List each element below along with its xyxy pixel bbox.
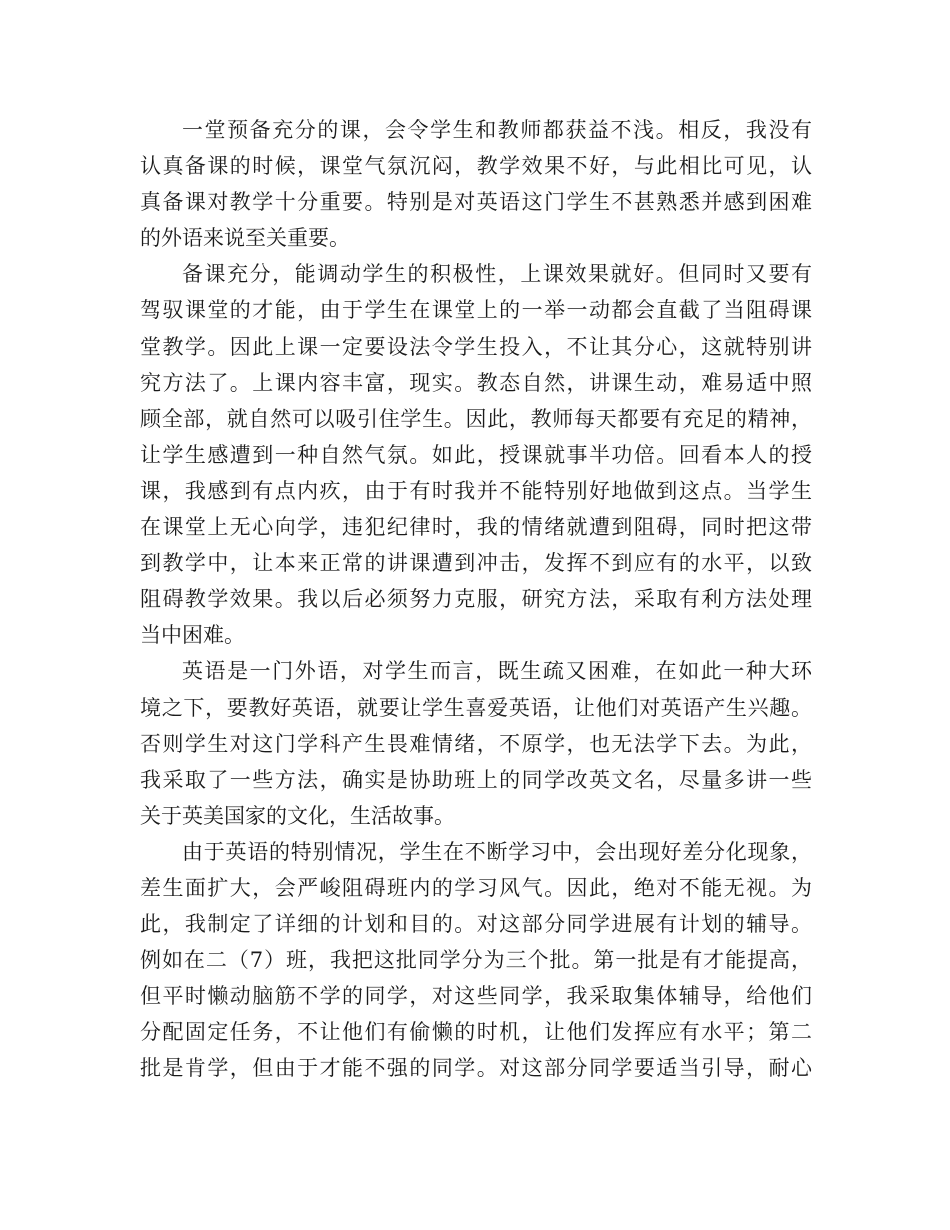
text-line: 驾驭课堂的才能，由于学生在课堂上的一举一动都会直截了当阻碍课: [140, 298, 812, 323]
text-line: 备课充分，能调动学生的积极性，上课效果就好。但同时又要有: [182, 262, 812, 287]
text-line: 批是肯学，但由于才能不强的同学。对这部分同学要适当引导，耐心: [140, 1056, 812, 1081]
text-line: 到教学中，让本来正常的讲课遭到冲击，发挥不到应有的水平，以致: [140, 551, 812, 576]
text-line: 在课堂上无心向学，违犯纪律时，我的情绪就遭到阻碍，同时把这带: [140, 515, 812, 540]
text-line: 的外语来说至关重要。: [140, 226, 350, 251]
text-line: 由于英语的特别情况，学生在不断学习中，会出现好差分化现象，: [182, 839, 812, 864]
text-line: 但平时懒动脑筋不学的同学，对这些同学，我采取集体辅导，给他们: [140, 984, 812, 1009]
text-line: 当中困难。: [140, 623, 245, 648]
document-body: [140, 112, 812, 1087]
text-line: 认真备课的时候，课堂气氛沉闷，教学效果不好，与此相比可见，认: [140, 154, 812, 179]
text-line: 我采取了一些方法，确实是协助班上的同学改英文名，尽量多讲一些: [140, 767, 812, 792]
text-line: 差生面扩大，会严峻阻碍班内的学习风气。因此，绝对不能无视。为: [140, 875, 812, 900]
text-line: 否则学生对这门学科产生畏难情绪，不原学，也无法学下去。为此，: [140, 731, 812, 756]
text-line: 课，我感到有点内疚，由于有时我并不能特别好地做到这点。当学生: [140, 478, 812, 503]
text-line: 究方法了。上课内容丰富，现实。教态自然，讲课生动，难易适中照: [140, 370, 812, 395]
text-line: 让学生感遭到一种自然气氛。如此，授课就事半功倍。回看本人的授: [140, 442, 812, 467]
text-line: 此，我制定了详细的计划和目的。对这部分同学进展有计划的辅导。: [140, 912, 812, 937]
text-line: 例如在二（7）班，我把这批同学分为三个批。第一批是有才能提高，: [140, 948, 812, 973]
text-line: 英语是一门外语，对学生而言，既生疏又困难，在如此一种大环: [182, 659, 812, 684]
text-line: 堂教学。因此上课一定要设法令学生投入，不让其分心，这就特别讲: [140, 334, 812, 359]
text-line: 真备课对教学十分重要。特别是对英语这门学生不甚熟悉并感到困难: [140, 190, 812, 215]
text-line: 分配固定任务，不让他们有偷懒的时机，让他们发挥应有水平；第二: [140, 1020, 812, 1045]
text-line: 关于英美国家的文化，生活故事。: [140, 803, 455, 828]
text-line: 境之下，要教好英语，就要让学生喜爱英语，让他们对英语产生兴趣。: [140, 695, 812, 720]
text-line: 顾全部，就自然可以吸引住学生。因此，教师每天都要有充足的精神，: [140, 406, 812, 431]
text-line: 阻碍教学效果。我以后必须努力克服，研究方法，采取有利方法处理: [140, 587, 812, 612]
text-line: 一堂预备充分的课，会令学生和教师都获益不浅。相反，我没有: [182, 118, 812, 142]
